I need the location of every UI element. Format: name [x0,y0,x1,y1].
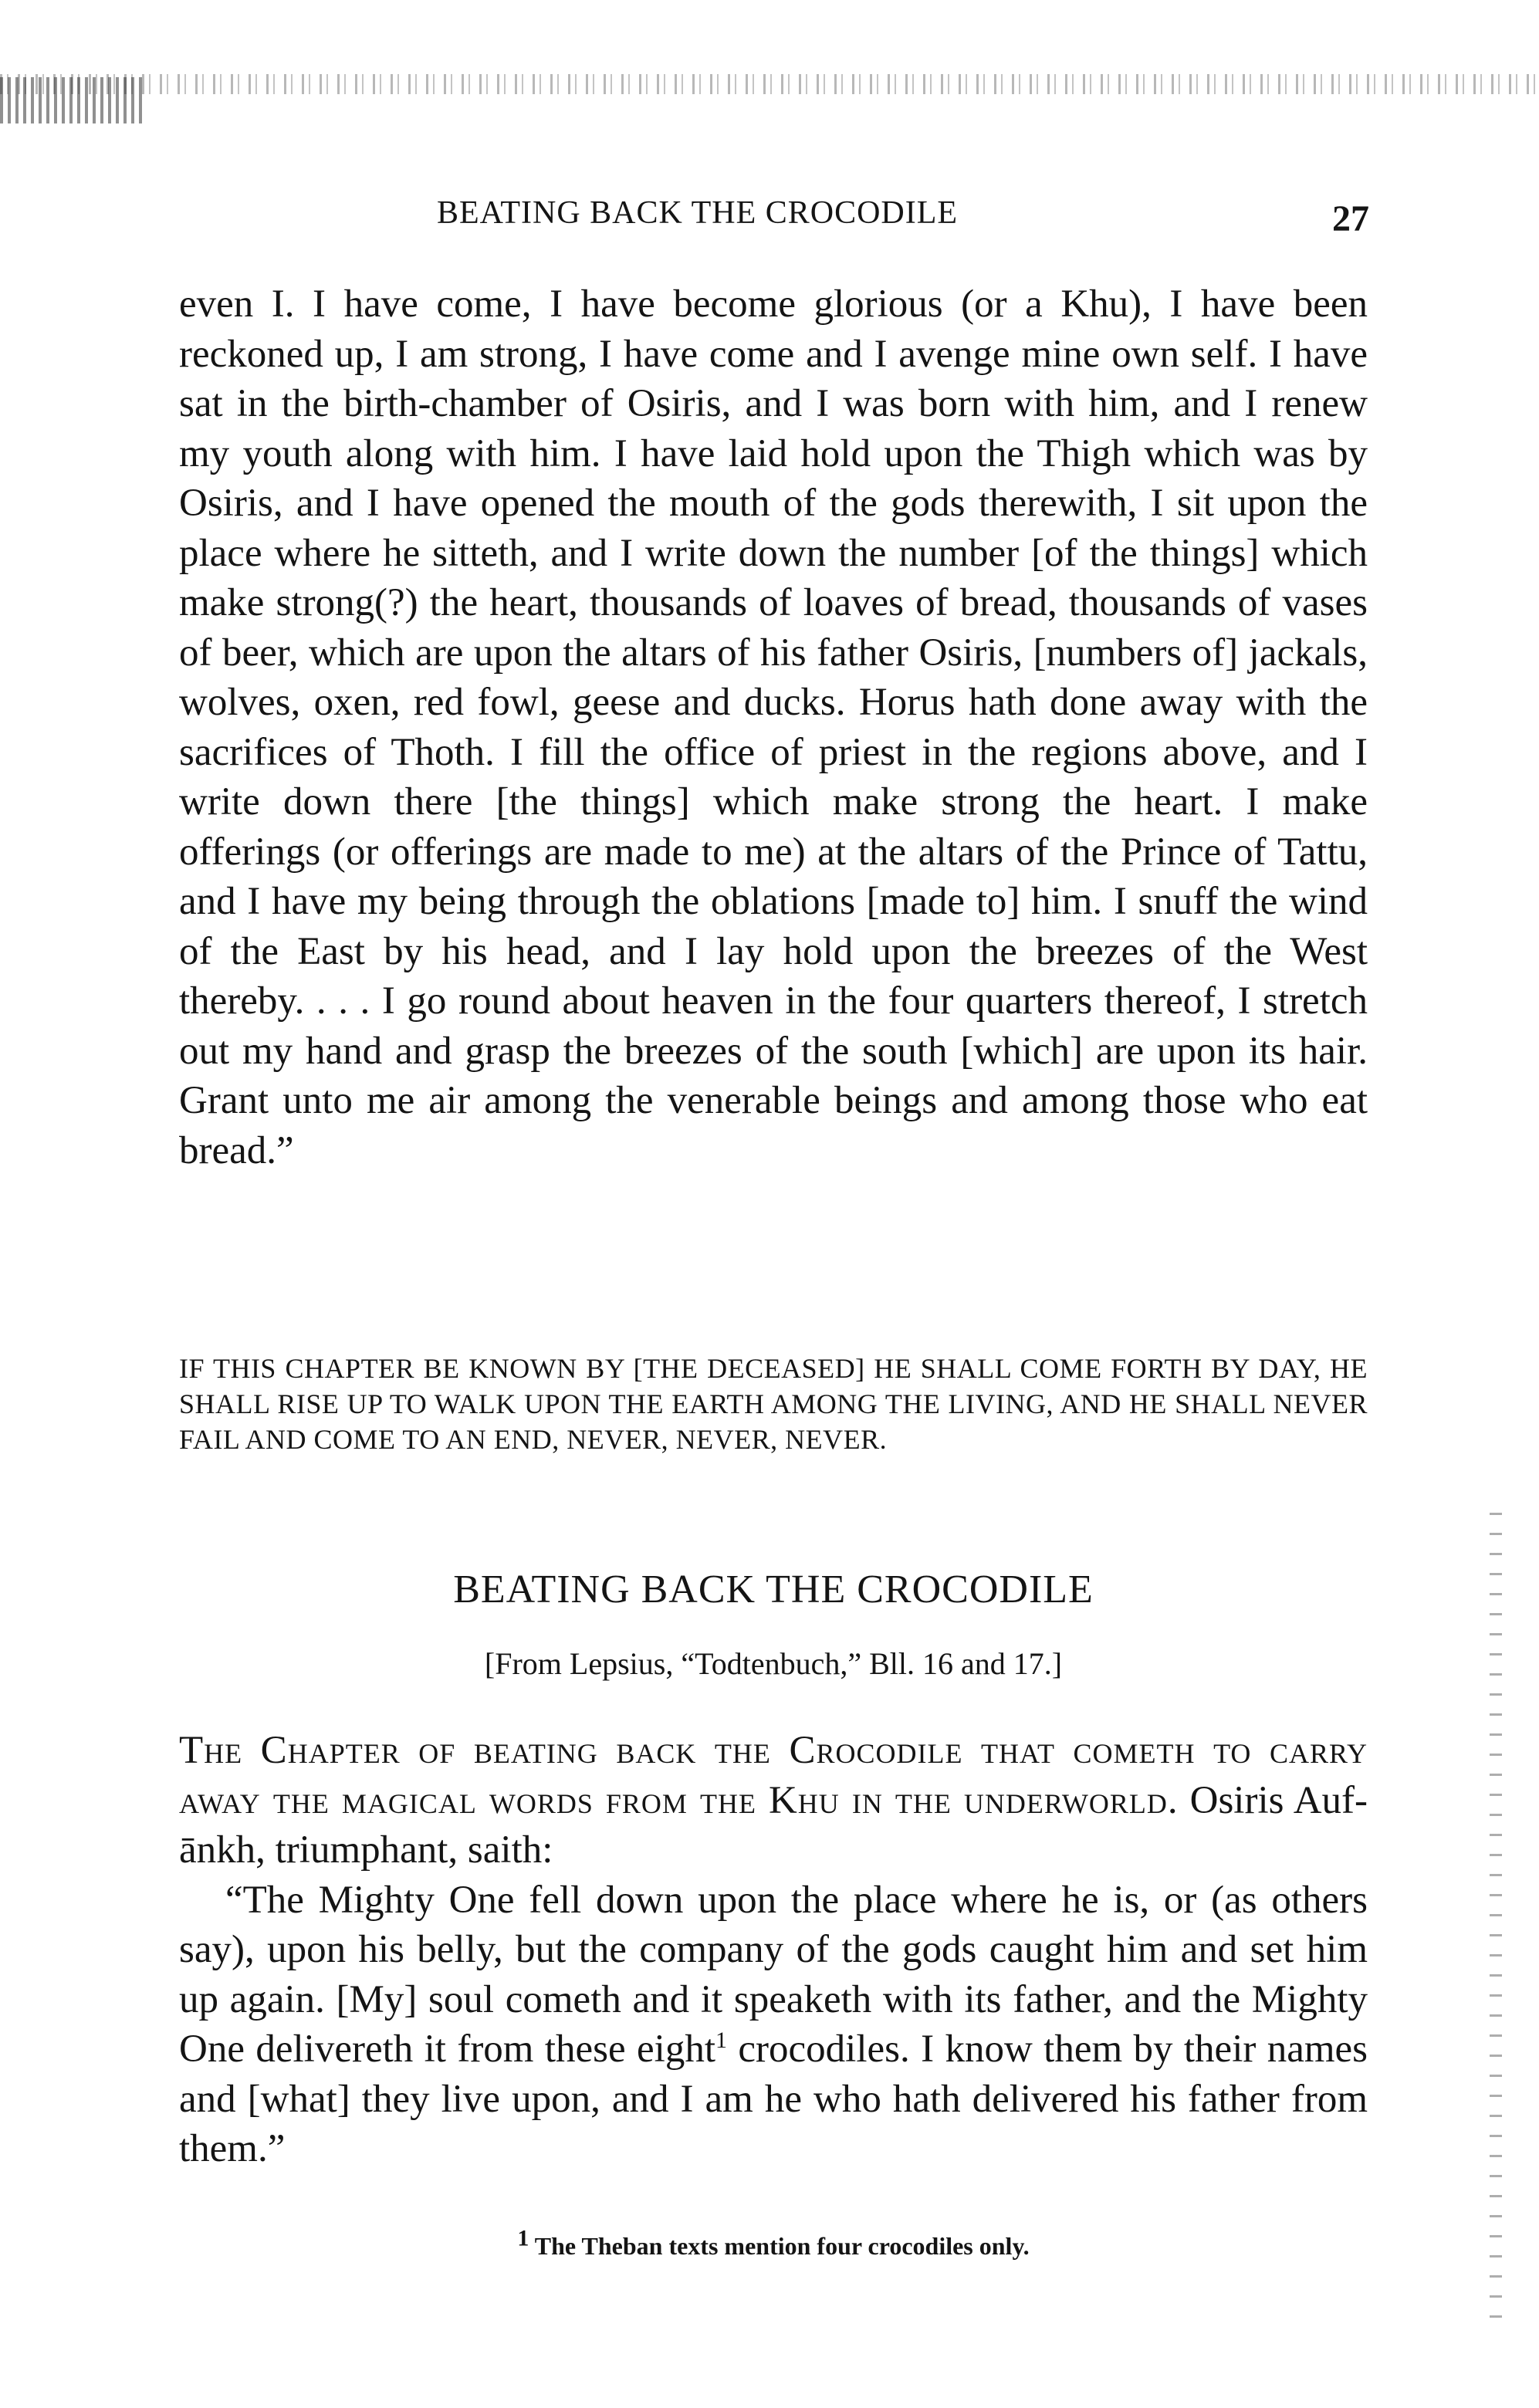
main-text-block [179,279,1368,1175]
footnote-marker: 1 [517,2225,529,2251]
running-head: BEATING BACK THE CROCODILE [437,195,959,231]
chapter-quote-part2: crocodiles. I know them by their names and [what] they live upon, and I am he who hath delivered his father from them.” [179,2028,1368,2170]
scan-margin-specks [1490,1513,1502,2331]
scan-corner-blot [0,77,147,123]
chapter-quote-paragraph [179,1875,1368,2174]
source-citation: [From Lepsius, “Todtenbuch,” Bll. 16 and 17.] [484,1646,1063,1681]
chapter-heading-paragraph [179,1726,1368,1875]
body-paragraph: even I. I have come, I have become glorious (or a Khu), I have been reckoned up, I am strong, I have come and I avenge mine own self. I have sat in the birth-chamber of Osiris, and I was born with him, and I renew my youth along with him. I have laid hold upon the Thigh which was by Osiris, and I have opened the mouth of the gods therewith, I sit upon the place where he sitteth, and I write down the number [of the things] which make strong(?) the heart, thousands of loaves of bread, thousands of vases of beer, which are upon the altars of his father Osiris, [numbers of] jackals, wolves, oxen, red fowl, geese and ducks. Horus hath done away with the sacrifices of Thoth. I fill the office of priest in the regions above, and I write down there [the things] which make strong the heart. I make offerings (or offerings are made to me) at the altars of the Prince of Tattu, and I have my being through the oblations [made to] him. I snuff the wind of the East by his head, and I lay hold upon the breezes of the West thereby. . . . I go round about heaven in the four quarters thereof, I stretch out my hand and grasp the breezes of the south [which] are upon its hair. Grant unto me air among the venerable beings and among those who eat bread.” [179,282,1368,1172]
page-number: 27 [1332,198,1369,239]
chapter-heading: The Chapter of beating back the Crocodile that cometh to carry away the magical words from the Khu in the underworld. [179,1729,1368,1822]
section-title: BEATING BACK THE CROCODILE [453,1568,1094,1612]
footnote-text: The Theban texts mention four crocodiles only. [534,2232,1030,2260]
chapter-quote-part1: “The Mighty One fell down upon the place where he is, or (as others say), upon his belly, but the company of the gods caught him and set him up again. [My] soul cometh and it speaketh with its father, and the Mighty One delivereth it from these eight [179,1878,1368,2071]
footnote [179,2225,1368,2261]
rubric-paragraph: IF THIS CHAPTER BE KNOWN BY [THE DECEASED] HE SHALL COME FORTH BY DAY, HE SHALL RISE UP TO WALK UPON THE EARTH AMONG THE LIVING, AND HE SHALL NEVER FAIL AND COME TO AN END, NEVER, NEVER, NEVER. [179,1353,1368,1455]
scan-top-edge-noise [0,74,1539,94]
footnote-reference: 1 [715,2028,727,2053]
chapter-block [179,1726,1368,2174]
chapter-heading-tail: Osiris Auf-ānkh, triumphant, saith: [179,1778,1368,1872]
